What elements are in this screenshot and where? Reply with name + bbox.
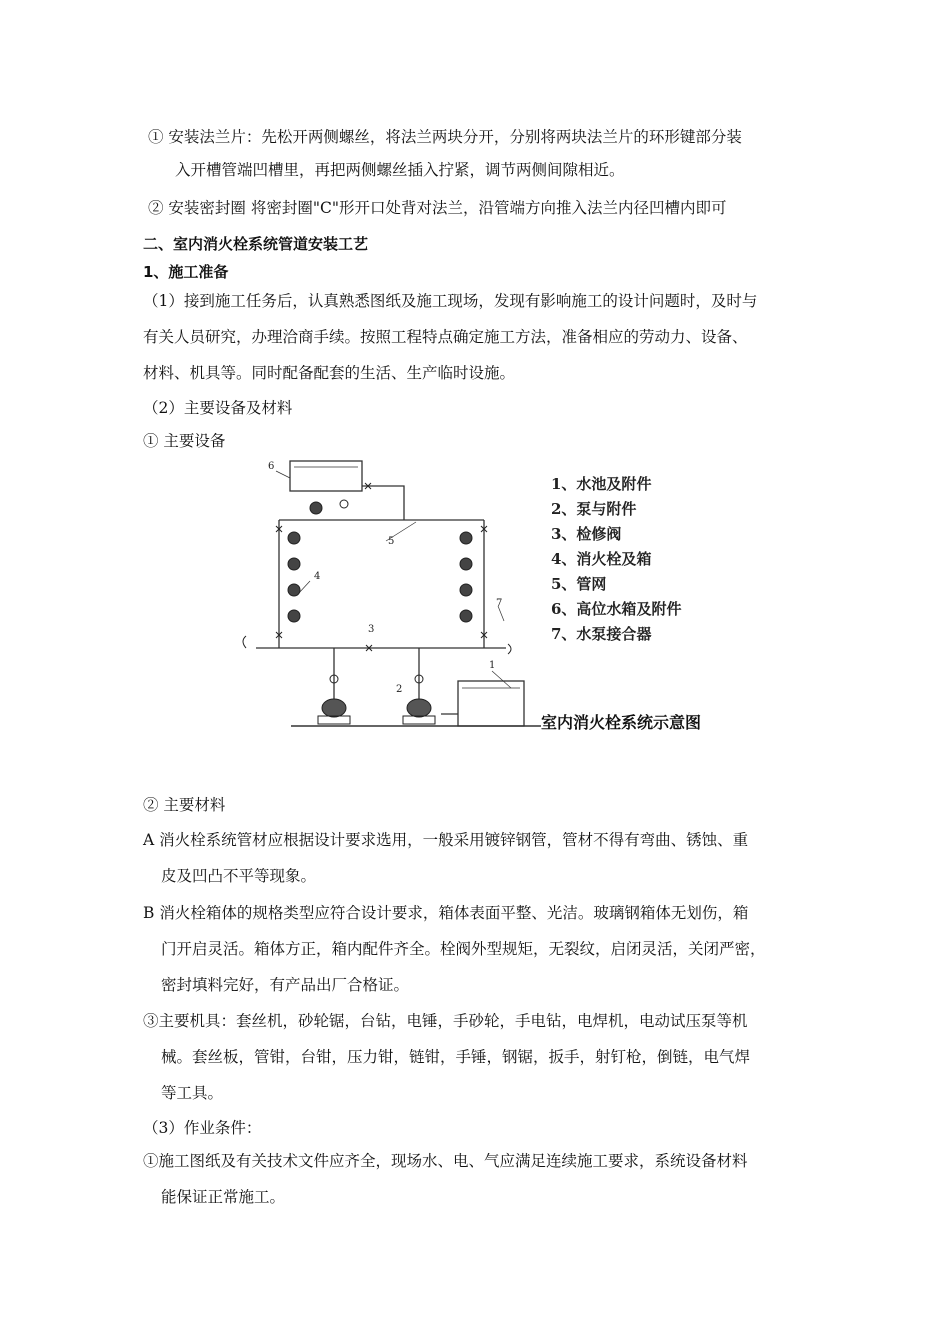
fire-hydrant-system-diagram: [236, 456, 756, 741]
section-heading: 二、室内消火栓系统管道安装工艺: [143, 235, 369, 253]
text-line-9: （2）主要设备及材料: [143, 399, 293, 417]
legend-item-6: 6、高位水箱及附件: [551, 600, 682, 618]
text-line-15: 门开启灵活。箱体方正，箱内配件齐全。栓阀外型规矩，无裂纹，启闭灵活，关闭严密，: [161, 940, 766, 958]
callout-1: 1: [489, 660, 496, 671]
hydrant-group-left: [288, 532, 300, 622]
text-line-10: ① 主要设备: [143, 432, 226, 450]
text-line-22: 能保证正常施工。: [161, 1188, 286, 1206]
callout-5: 5: [388, 536, 395, 547]
figure-title: 室内消火栓系统示意图: [541, 713, 702, 732]
text-line-3: ② 安装密封圈 将密封圈"C"形开口处背对法兰，沿管端方向推入法兰内径凹槽内即可: [148, 199, 727, 217]
text-line-12: A 消火栓系统管材应根据设计要求选用，一般采用镀锌钢管，管材不得有弯曲、锈蚀、重: [143, 831, 749, 849]
legend-item-1: 1、水池及附件: [551, 475, 652, 493]
callout-2: 2: [396, 684, 403, 695]
tank-pipe: [362, 486, 404, 520]
gauge-top: [310, 502, 322, 514]
callout-3: 3: [368, 624, 375, 635]
high-tank: [290, 461, 362, 491]
callout-4: 4: [314, 571, 321, 582]
pumps: [318, 675, 435, 724]
text-line-2: 入开槽管端凹槽里，再把两侧螺丝插入拧紧，调节两侧间隙相近。: [175, 161, 625, 179]
subsection-heading: 1、施工准备: [143, 263, 229, 281]
text-line-20: （3）作业条件：: [143, 1119, 262, 1137]
text-line-18: 械。套丝板，管钳，台钳，压力钳，链钳，手锤，钢锯，扳手，射钉枪，倒链，电气焊: [161, 1048, 751, 1066]
text-line-16: 密封填料完好，有产品出厂合格证。: [161, 976, 410, 994]
text-line-1: ① 安装法兰片：先松开两侧螺丝，将法兰两块分开，分别将两块法兰片的环形键部分装: [148, 128, 742, 146]
legend-item-4: 4、消火栓及箱: [551, 550, 652, 568]
text-line-17: ③主要机具：套丝机，砂轮锯，台钻，电锤，手砂轮，手电钻，电焊机，电动试压泵等机: [143, 1012, 748, 1030]
legend-item-5: 5、管网: [551, 575, 607, 593]
legend-item-2: 2、泵与附件: [551, 500, 637, 518]
hydrant-group-right: [460, 532, 472, 622]
text-line-14: B 消火栓箱体的规格类型应符合设计要求，箱体表面平整、光洁。玻璃钢箱体无划伤，箱: [143, 904, 749, 922]
callout-6: 6: [268, 461, 275, 472]
text-line-8: 材料、机具等。同时配备配套的生活、生产临时设施。: [143, 364, 516, 382]
text-line-7: 有关人员研究，办理洽商手续。按照工程特点确定施工方法，准备相应的劳动力、设备、: [143, 328, 748, 346]
diagram-svg: [236, 456, 756, 741]
legend-item-3: 3、检修阀: [551, 525, 622, 543]
text-line-6: （1）接到施工任务后，认真熟悉图纸及施工现场，发现有影响施工的设计问题时，及时与: [143, 292, 758, 310]
legend-item-7: 7、水泵接合器: [551, 625, 652, 643]
valve-marks: [276, 483, 487, 651]
text-line-13: 皮及凹凸不平等现象。: [161, 867, 317, 885]
text-line-19: 等工具。: [161, 1084, 224, 1102]
text-line-11: ② 主要材料: [143, 796, 226, 814]
callout-7: 7: [496, 598, 503, 609]
text-line-21: ①施工图纸及有关技术文件应齐全，现场水、电、气应满足连续施工要求，系统设备材料: [143, 1152, 748, 1170]
